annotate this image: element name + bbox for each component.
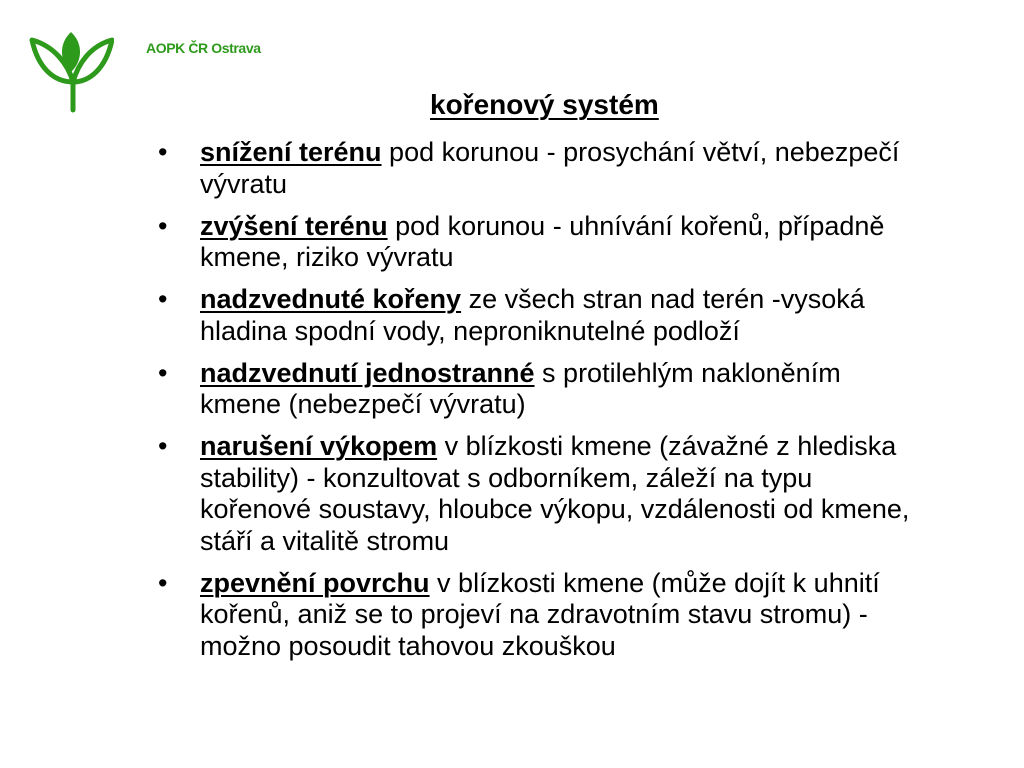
list-item xyxy=(158,568,928,663)
list-item-text: v blízkosti kmene (závažné z hlediska stability) - konzultovat s odborníkem, záleží na typu kořenové soustavy, hloubce výkopu, vzdálenosti od kmene, stáří a vitalitě stromu xyxy=(200,431,910,556)
bullet-icon: • xyxy=(158,284,168,314)
list-item xyxy=(158,137,928,200)
list-item xyxy=(158,211,928,274)
list-item-text: v blízkosti kmene (může dojít k uhnití kořenů, aniž se to projeví na zdravotním stavu stromu) - možno posoudit tahovou zkouškou xyxy=(200,567,880,661)
list-item-term: zpevnění povrchu xyxy=(200,567,430,598)
list-item-term: snížení terénu xyxy=(200,137,382,167)
bullet-icon: • xyxy=(158,137,168,167)
bullet-icon: • xyxy=(158,357,168,388)
list-item xyxy=(158,284,928,347)
slide-title: kořenový systém xyxy=(430,89,659,120)
list-item-text: s protilehlým nakloněním kmene (nebezpečí vývratu) xyxy=(200,357,841,419)
list-item-text: pod korunou - prosychání větví, nebezpečí vývratu xyxy=(200,137,900,199)
list-item xyxy=(158,358,928,421)
list-item-term: nadzvednuté kořeny xyxy=(200,284,462,314)
bullet-icon: • xyxy=(158,431,168,461)
bullet-icon: • xyxy=(158,567,168,598)
list-item xyxy=(158,431,928,557)
list-item-text: pod korunou - uhnívání kořenů, případně kmene, riziko vývratu xyxy=(200,210,885,272)
list-item-term: narušení výkopem xyxy=(200,431,438,461)
list-item-term: zvýšení terénu xyxy=(200,210,388,241)
org-label: AOPK ČR Ostrava xyxy=(146,40,261,56)
plant-sprout-icon xyxy=(28,30,114,114)
bullet-list xyxy=(158,137,928,673)
list-item-term: nadzvednutí jednostranné xyxy=(200,357,535,388)
list-item-text: ze všech stran nad terén -vysoká hladina spodní vody, neproniknutelné podloží xyxy=(200,284,865,346)
bullet-icon: • xyxy=(158,210,168,241)
